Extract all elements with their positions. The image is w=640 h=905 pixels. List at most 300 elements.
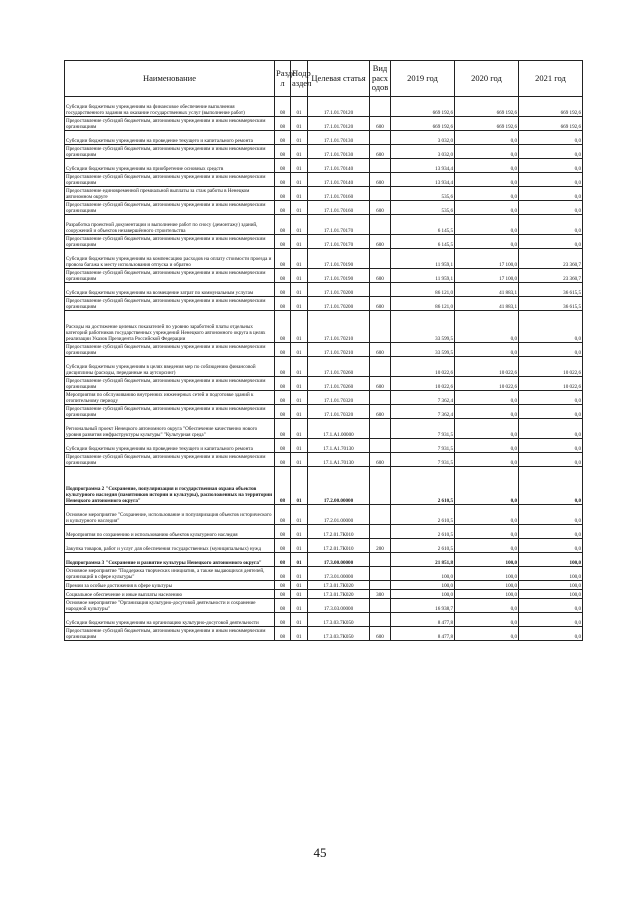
table-row — [65, 117, 583, 131]
cell-year-2020: 0,0 — [455, 187, 519, 201]
cell-year-2020: 0,0 — [455, 439, 519, 453]
cell-name: Предоставление субсидий бюджетным, автономным учреждениям и иным некоммерческим организациям — [65, 297, 275, 311]
cell-name: Мероприятия по обслуживанию внутренних инженерных сетей и подготовке зданий к отопительному периоду — [65, 391, 275, 405]
cell-expense-type: 600 — [370, 201, 391, 215]
cell-expense-type — [370, 97, 391, 117]
cell-section: 08 — [275, 405, 291, 419]
cell-year-2019: 7 362,4 — [391, 391, 455, 405]
cell-section: 08 — [275, 419, 291, 439]
cell-year-2021: 0,0 — [519, 235, 583, 249]
cell-expense-type — [370, 187, 391, 201]
cell-subsection: 01 — [291, 173, 308, 187]
table-row — [65, 581, 583, 590]
cell-target-article: 17.1.01.70140 — [308, 173, 370, 187]
cell-year-2021: 0,0 — [519, 159, 583, 173]
cell-year-2019: 100,0 — [391, 567, 455, 581]
cell-expense-type — [370, 553, 391, 567]
cell-subsection: 01 — [291, 590, 308, 599]
table-row — [65, 311, 583, 343]
cell-subsection: 01 — [291, 297, 308, 311]
cell-year-2019: 13 934,4 — [391, 159, 455, 173]
cell-section: 08 — [275, 201, 291, 215]
cell-section: 08 — [275, 553, 291, 567]
cell-year-2019: 100,0 — [391, 581, 455, 590]
cell-subsection: 01 — [291, 525, 308, 539]
cell-year-2020: 0,0 — [455, 343, 519, 357]
cell-target-article: 17.1.A1.00000 — [308, 419, 370, 439]
table-row — [65, 215, 583, 235]
cell-year-2021: 0,0 — [519, 419, 583, 439]
table-row — [65, 539, 583, 553]
cell-name: Основное мероприятие "Сохранение, использование и популяризация объектов исторического и культурного наследия" — [65, 505, 275, 525]
cell-name: Подпрограмма 2 "Сохранение, популяризация и государственная охрана объектов культурного наследия (памятников истории и культуры), расположенных на территории Ненецкого автономного округа" — [65, 467, 275, 505]
cell-year-2020: 669 192,6 — [455, 97, 519, 117]
cell-target-article: 17.1.01.70260 — [308, 377, 370, 391]
cell-target-article: 17.3.01.7К020 — [308, 590, 370, 599]
cell-subsection: 01 — [291, 97, 308, 117]
cell-subsection: 01 — [291, 235, 308, 249]
cell-expense-type — [370, 525, 391, 539]
cell-year-2020: 100,0 — [455, 581, 519, 590]
cell-subsection: 01 — [291, 439, 308, 453]
cell-year-2019: 2 610,5 — [391, 539, 455, 553]
cell-year-2020: 0,0 — [455, 391, 519, 405]
cell-subsection: 01 — [291, 505, 308, 525]
cell-expense-type — [370, 391, 391, 405]
cell-name: Предоставление субсидий бюджетным, автономным учреждениям и иным некоммерческим организациям — [65, 173, 275, 187]
cell-target-article: 17.1.A1.70130 — [308, 439, 370, 453]
cell-year-2021: 0,0 — [519, 343, 583, 357]
cell-section: 08 — [275, 283, 291, 297]
cell-year-2019: 86 121,0 — [391, 297, 455, 311]
cell-subsection: 01 — [291, 613, 308, 627]
table-row — [65, 97, 583, 117]
cell-section: 08 — [275, 187, 291, 201]
cell-year-2019: 21 851,8 — [391, 553, 455, 567]
cell-expense-type: 600 — [370, 453, 391, 467]
cell-year-2019: 3 032,0 — [391, 131, 455, 145]
cell-subsection: 01 — [291, 249, 308, 269]
cell-year-2021: 23 360,7 — [519, 249, 583, 269]
cell-subsection: 01 — [291, 567, 308, 581]
cell-year-2021: 0,0 — [519, 405, 583, 419]
cell-year-2019: 13 934,4 — [391, 173, 455, 187]
table-header-row — [65, 61, 583, 97]
cell-subsection: 01 — [291, 117, 308, 131]
cell-section: 08 — [275, 357, 291, 377]
cell-target-article: 17.2.01.7К010 — [308, 525, 370, 539]
cell-year-2020: 669 192,6 — [455, 117, 519, 131]
cell-target-article: 17.3.03.00000 — [308, 599, 370, 613]
cell-year-2021: 100,0 — [519, 590, 583, 599]
cell-year-2019: 2 610,5 — [391, 525, 455, 539]
cell-name: Мероприятия по сохранению и использованию объектов культурного наследия — [65, 525, 275, 539]
cell-year-2021: 0,0 — [519, 173, 583, 187]
cell-year-2021: 0,0 — [519, 201, 583, 215]
cell-name: Разработка проектной документации и выполнение работ по сносу (демонтажу) зданий, сооружений и объектов незавершённого строительства — [65, 215, 275, 235]
cell-section: 08 — [275, 343, 291, 357]
cell-expense-type: 600 — [370, 145, 391, 159]
cell-target-article: 17.1.01.70170 — [308, 215, 370, 235]
cell-section: 08 — [275, 249, 291, 269]
cell-year-2019: 33 599,5 — [391, 311, 455, 343]
cell-name: Подпрограмма 3 "Сохранение и развитие культуры Ненецкого автономного округа" — [65, 553, 275, 567]
cell-subsection: 01 — [291, 405, 308, 419]
cell-year-2021: 0,0 — [519, 539, 583, 553]
cell-expense-type: 600 — [370, 405, 391, 419]
cell-year-2019: 6 145,5 — [391, 215, 455, 235]
table-row — [65, 391, 583, 405]
cell-target-article: 17.1.01.70120 — [308, 117, 370, 131]
cell-section: 08 — [275, 311, 291, 343]
cell-year-2020: 41 883,1 — [455, 297, 519, 311]
cell-target-article: 17.1.01.70120 — [308, 97, 370, 117]
cell-target-article: 17.1.01.70320 — [308, 405, 370, 419]
table-row — [65, 419, 583, 439]
cell-year-2020: 0,0 — [455, 613, 519, 627]
cell-year-2019: 669 192,6 — [391, 117, 455, 131]
cell-name: Предоставление субсидий бюджетным, автономным учреждениям и иным некоммерческим организациям — [65, 453, 275, 467]
cell-year-2020: 41 883,1 — [455, 283, 519, 297]
cell-name: Предоставление субсидий бюджетным, автономным учреждениям и иным некоммерческим организациям — [65, 269, 275, 283]
cell-name: Предоставление субсидий бюджетным, автономным учреждениям и иным некоммерческим организациям — [65, 405, 275, 419]
header-year-2020: 2020 год — [455, 61, 519, 97]
table-row — [65, 159, 583, 173]
cell-year-2021: 0,0 — [519, 131, 583, 145]
cell-name: Субсидии бюджетным учреждениям на компенсацию расходов на оплату стоимости проезда и провоза багажа к месту использования отпуска и обратно — [65, 249, 275, 269]
cell-subsection: 01 — [291, 311, 308, 343]
table-row — [65, 249, 583, 269]
cell-expense-type — [370, 249, 391, 269]
cell-section: 08 — [275, 627, 291, 641]
cell-year-2021: 0,0 — [519, 467, 583, 505]
cell-section: 08 — [275, 173, 291, 187]
cell-year-2021: 669 192,6 — [519, 117, 583, 131]
cell-name: Закупка товаров, работ и услуг для обеспечения государственных (муниципальных) нужд — [65, 539, 275, 553]
cell-subsection: 01 — [291, 453, 308, 467]
cell-year-2020: 17 100,0 — [455, 249, 519, 269]
cell-section: 08 — [275, 145, 291, 159]
cell-target-article: 17.3.01.7К020 — [308, 581, 370, 590]
cell-year-2019: 7 931,5 — [391, 439, 455, 453]
cell-expense-type — [370, 357, 391, 377]
cell-expense-type — [370, 131, 391, 145]
cell-year-2021: 0,0 — [519, 439, 583, 453]
cell-target-article: 17.1.01.70170 — [308, 235, 370, 249]
cell-target-article: 17.2.00.00000 — [308, 467, 370, 505]
header-name: Наименование — [65, 61, 275, 97]
cell-section: 08 — [275, 391, 291, 405]
cell-name: Субсидии бюджетным учреждениям на проведение текущего и капитального ремонта — [65, 439, 275, 453]
cell-section: 08 — [275, 613, 291, 627]
cell-year-2019: 11 959,1 — [391, 269, 455, 283]
cell-year-2019: 535,6 — [391, 201, 455, 215]
cell-name: Предоставление субсидий бюджетным, автономным учреждениям и иным некоммерческим организациям — [65, 145, 275, 159]
cell-subsection: 01 — [291, 283, 308, 297]
cell-year-2019: 669 192,6 — [391, 97, 455, 117]
cell-year-2020: 0,0 — [455, 599, 519, 613]
cell-year-2019: 10 022,6 — [391, 357, 455, 377]
table-row — [65, 627, 583, 641]
header-expense-type: Вид расх одов — [370, 61, 391, 97]
cell-expense-type — [370, 613, 391, 627]
cell-section: 08 — [275, 599, 291, 613]
cell-year-2019: 33 599,5 — [391, 343, 455, 357]
cell-year-2019: 7 931,5 — [391, 453, 455, 467]
cell-year-2021: 0,0 — [519, 187, 583, 201]
cell-target-article: 17.1.01.70130 — [308, 131, 370, 145]
cell-year-2020: 0,0 — [455, 405, 519, 419]
table-row — [65, 145, 583, 159]
cell-subsection: 01 — [291, 145, 308, 159]
cell-year-2019: 8 477,8 — [391, 627, 455, 641]
cell-expense-type — [370, 159, 391, 173]
cell-subsection: 01 — [291, 553, 308, 567]
cell-section: 08 — [275, 590, 291, 599]
cell-section: 08 — [275, 377, 291, 391]
cell-expense-type: 600 — [370, 297, 391, 311]
cell-name: Основное мероприятие "Организация культурно-досуговой деятельности и сохранение народной культуры" — [65, 599, 275, 613]
cell-section: 08 — [275, 439, 291, 453]
cell-subsection: 01 — [291, 357, 308, 377]
cell-year-2019: 6 145,5 — [391, 235, 455, 249]
cell-target-article: 17.1.01.70140 — [308, 159, 370, 173]
cell-year-2020: 0,0 — [455, 131, 519, 145]
cell-year-2021: 100,0 — [519, 553, 583, 567]
cell-year-2021: 669 192,6 — [519, 97, 583, 117]
table-row — [65, 453, 583, 467]
cell-year-2021: 10 022,6 — [519, 377, 583, 391]
table-row — [65, 567, 583, 581]
cell-section: 08 — [275, 467, 291, 505]
cell-name: Предоставление субсидий бюджетным, автономным учреждениям и иным некоммерческим организациям — [65, 377, 275, 391]
cell-year-2021: 10 022,6 — [519, 357, 583, 377]
cell-expense-type — [370, 419, 391, 439]
table-row — [65, 405, 583, 419]
cell-expense-type: 600 — [370, 627, 391, 641]
cell-name: Расходы на достижение целевых показателей по уровню заработной платы отдельных категорий работников государственных учреждений Ненецкого автономного округа в целях реализации Указов Президента Российской Федерации — [65, 311, 275, 343]
cell-year-2020: 0,0 — [455, 419, 519, 439]
cell-year-2020: 0,0 — [455, 235, 519, 249]
cell-year-2020: 10 022,6 — [455, 357, 519, 377]
cell-target-article: 17.1.01.70200 — [308, 283, 370, 297]
cell-target-article: 17.3.03.7К050 — [308, 627, 370, 641]
cell-name: Предоставление субсидий бюджетным, автономным учреждениям и иным некоммерческим организациям — [65, 201, 275, 215]
cell-year-2020: 0,0 — [455, 201, 519, 215]
table-row — [65, 613, 583, 627]
cell-name: Субсидии бюджетным учреждениям в целях введения мер по соблюдению финансовой дисциплины (расходы, переданные на аутсорсинг) — [65, 357, 275, 377]
cell-year-2021: 0,0 — [519, 613, 583, 627]
cell-year-2020: 0,0 — [455, 215, 519, 235]
header-year-2021: 2021 год — [519, 61, 583, 97]
cell-year-2020: 0,0 — [455, 505, 519, 525]
table-row — [65, 377, 583, 391]
cell-target-article: 17.2.01.7К010 — [308, 539, 370, 553]
cell-year-2019: 8 477,8 — [391, 613, 455, 627]
cell-name: Субсидии бюджетным учреждениям на возмещение затрат по коммунальным услугам — [65, 283, 275, 297]
cell-year-2021: 36 615,5 — [519, 283, 583, 297]
cell-year-2021: 0,0 — [519, 627, 583, 641]
cell-target-article: 17.1.01.70210 — [308, 343, 370, 357]
cell-year-2019: 86 121,0 — [391, 283, 455, 297]
cell-expense-type — [370, 467, 391, 505]
cell-year-2020: 0,0 — [455, 159, 519, 173]
cell-subsection: 01 — [291, 131, 308, 145]
cell-expense-type — [370, 505, 391, 525]
cell-section: 08 — [275, 505, 291, 525]
cell-expense-type: 600 — [370, 377, 391, 391]
table-row — [65, 357, 583, 377]
cell-year-2020: 0,0 — [455, 539, 519, 553]
cell-year-2021: 0,0 — [519, 505, 583, 525]
cell-year-2019: 2 610,5 — [391, 467, 455, 505]
budget-table — [64, 60, 583, 641]
cell-year-2020: 100,0 — [455, 590, 519, 599]
cell-section: 08 — [275, 567, 291, 581]
cell-year-2020: 0,0 — [455, 453, 519, 467]
cell-expense-type: 600 — [370, 173, 391, 187]
header-subsection: Подр аздел — [291, 61, 308, 97]
cell-year-2020: 0,0 — [455, 173, 519, 187]
cell-name: Субсидии бюджетным учреждениям на проведение текущего и капитального ремонта — [65, 131, 275, 145]
cell-expense-type — [370, 581, 391, 590]
cell-section: 08 — [275, 525, 291, 539]
table-row — [65, 131, 583, 145]
cell-year-2019: 11 959,1 — [391, 249, 455, 269]
cell-year-2019: 100,0 — [391, 590, 455, 599]
cell-expense-type: 600 — [370, 235, 391, 249]
cell-year-2021: 36 615,5 — [519, 297, 583, 311]
table-row — [65, 525, 583, 539]
cell-expense-type — [370, 283, 391, 297]
cell-name: Премии за особые достижения в сфере культуры — [65, 581, 275, 590]
cell-target-article: 17.3.01.00000 — [308, 567, 370, 581]
cell-section: 08 — [275, 117, 291, 131]
cell-target-article: 17.1.01.70160 — [308, 201, 370, 215]
cell-year-2020: 0,0 — [455, 627, 519, 641]
table-row — [65, 297, 583, 311]
cell-expense-type: 600 — [370, 269, 391, 283]
cell-subsection: 01 — [291, 343, 308, 357]
cell-section: 08 — [275, 97, 291, 117]
cell-section: 08 — [275, 581, 291, 590]
table-body — [65, 97, 583, 641]
cell-target-article: 17.1.01.70200 — [308, 297, 370, 311]
cell-subsection: 01 — [291, 187, 308, 201]
cell-year-2020: 10 022,6 — [455, 377, 519, 391]
cell-subsection: 01 — [291, 201, 308, 215]
cell-name: Предоставление субсидий бюджетным, автономным учреждениям и иным некоммерческим организациям — [65, 343, 275, 357]
cell-target-article: 17.1.01.70260 — [308, 357, 370, 377]
cell-year-2019: 3 032,0 — [391, 145, 455, 159]
cell-subsection: 01 — [291, 599, 308, 613]
table-row — [65, 187, 583, 201]
cell-year-2021: 100,0 — [519, 581, 583, 590]
cell-target-article: 17.1.01.70210 — [308, 311, 370, 343]
cell-year-2019: 535,6 — [391, 187, 455, 201]
cell-year-2021: 0,0 — [519, 525, 583, 539]
cell-name: Региональный проект Ненецкого автономного округа "Обеспечение качественно нового уровня развития инфраструктуры культуры" "Культурная среда" — [65, 419, 275, 439]
table-row — [65, 467, 583, 505]
table-row — [65, 201, 583, 215]
cell-year-2020: 17 100,0 — [455, 269, 519, 283]
cell-year-2021: 0,0 — [519, 391, 583, 405]
cell-target-article: 17.1.A1.70130 — [308, 453, 370, 467]
cell-subsection: 01 — [291, 269, 308, 283]
cell-name: Субсидии бюджетным учреждениям на организацию культурно-досуговой деятельности — [65, 613, 275, 627]
cell-section: 08 — [275, 453, 291, 467]
cell-year-2020: 100,0 — [455, 567, 519, 581]
cell-name: Предоставление субсидий бюджетным, автономным учреждениям и иным некоммерческим организациям — [65, 627, 275, 641]
cell-subsection: 01 — [291, 377, 308, 391]
cell-year-2021: 0,0 — [519, 453, 583, 467]
cell-section: 08 — [275, 539, 291, 553]
cell-expense-type: 300 — [370, 590, 391, 599]
cell-subsection: 01 — [291, 215, 308, 235]
page-number: 45 — [313, 845, 327, 860]
cell-subsection: 01 — [291, 391, 308, 405]
cell-name: Основное мероприятие "Поддержка творческих инициатив, а также выдающихся деятелей, организаций в сфере культуры" — [65, 567, 275, 581]
cell-expense-type — [370, 439, 391, 453]
cell-target-article: 17.1.01.70320 — [308, 391, 370, 405]
cell-target-article: 17.2.01.00000 — [308, 505, 370, 525]
cell-name: Субсидии бюджетным учреждениям на финансовое обеспечение выполнения государственного задания на оказание государственных услуг (выполнение работ) — [65, 97, 275, 117]
cell-year-2020: 100,0 — [455, 553, 519, 567]
cell-expense-type: 600 — [370, 343, 391, 357]
cell-name: Предоставление субсидий бюджетным, автономным учреждениям и иным некоммерческим организациям — [65, 117, 275, 131]
table-row — [65, 283, 583, 297]
cell-name: Социальное обеспечение и иные выплаты населению — [65, 590, 275, 599]
cell-subsection: 01 — [291, 539, 308, 553]
cell-expense-type — [370, 599, 391, 613]
cell-section: 08 — [275, 131, 291, 145]
cell-year-2019: 2 610,5 — [391, 505, 455, 525]
cell-year-2021: 0,0 — [519, 215, 583, 235]
table-row — [65, 269, 583, 283]
cell-year-2021: 0,0 — [519, 145, 583, 159]
cell-subsection: 01 — [291, 627, 308, 641]
cell-year-2021: 23 360,7 — [519, 269, 583, 283]
cell-expense-type — [370, 567, 391, 581]
table-row — [65, 505, 583, 525]
cell-subsection: 01 — [291, 159, 308, 173]
cell-subsection: 01 — [291, 419, 308, 439]
cell-year-2019: 10 022,6 — [391, 377, 455, 391]
cell-expense-type: 600 — [370, 117, 391, 131]
table-row — [65, 173, 583, 187]
cell-target-article: 17.1.01.70160 — [308, 187, 370, 201]
cell-year-2021: 100,0 — [519, 567, 583, 581]
cell-year-2020: 0,0 — [455, 525, 519, 539]
table-row — [65, 599, 583, 613]
table-row — [65, 439, 583, 453]
cell-year-2019: 16 938,7 — [391, 599, 455, 613]
cell-section: 08 — [275, 269, 291, 283]
cell-section: 08 — [275, 159, 291, 173]
header-section: Разде л — [275, 61, 291, 97]
table-row — [65, 590, 583, 599]
cell-section: 08 — [275, 235, 291, 249]
header-year-2019: 2019 год — [391, 61, 455, 97]
cell-year-2021: 0,0 — [519, 311, 583, 343]
cell-target-article: 17.1.01.70190 — [308, 269, 370, 283]
cell-expense-type — [370, 311, 391, 343]
cell-target-article: 17.3.00.00000 — [308, 553, 370, 567]
cell-year-2020: 0,0 — [455, 467, 519, 505]
header-target-article: Целевая статья — [308, 61, 370, 97]
cell-section: 08 — [275, 215, 291, 235]
table-row — [65, 343, 583, 357]
